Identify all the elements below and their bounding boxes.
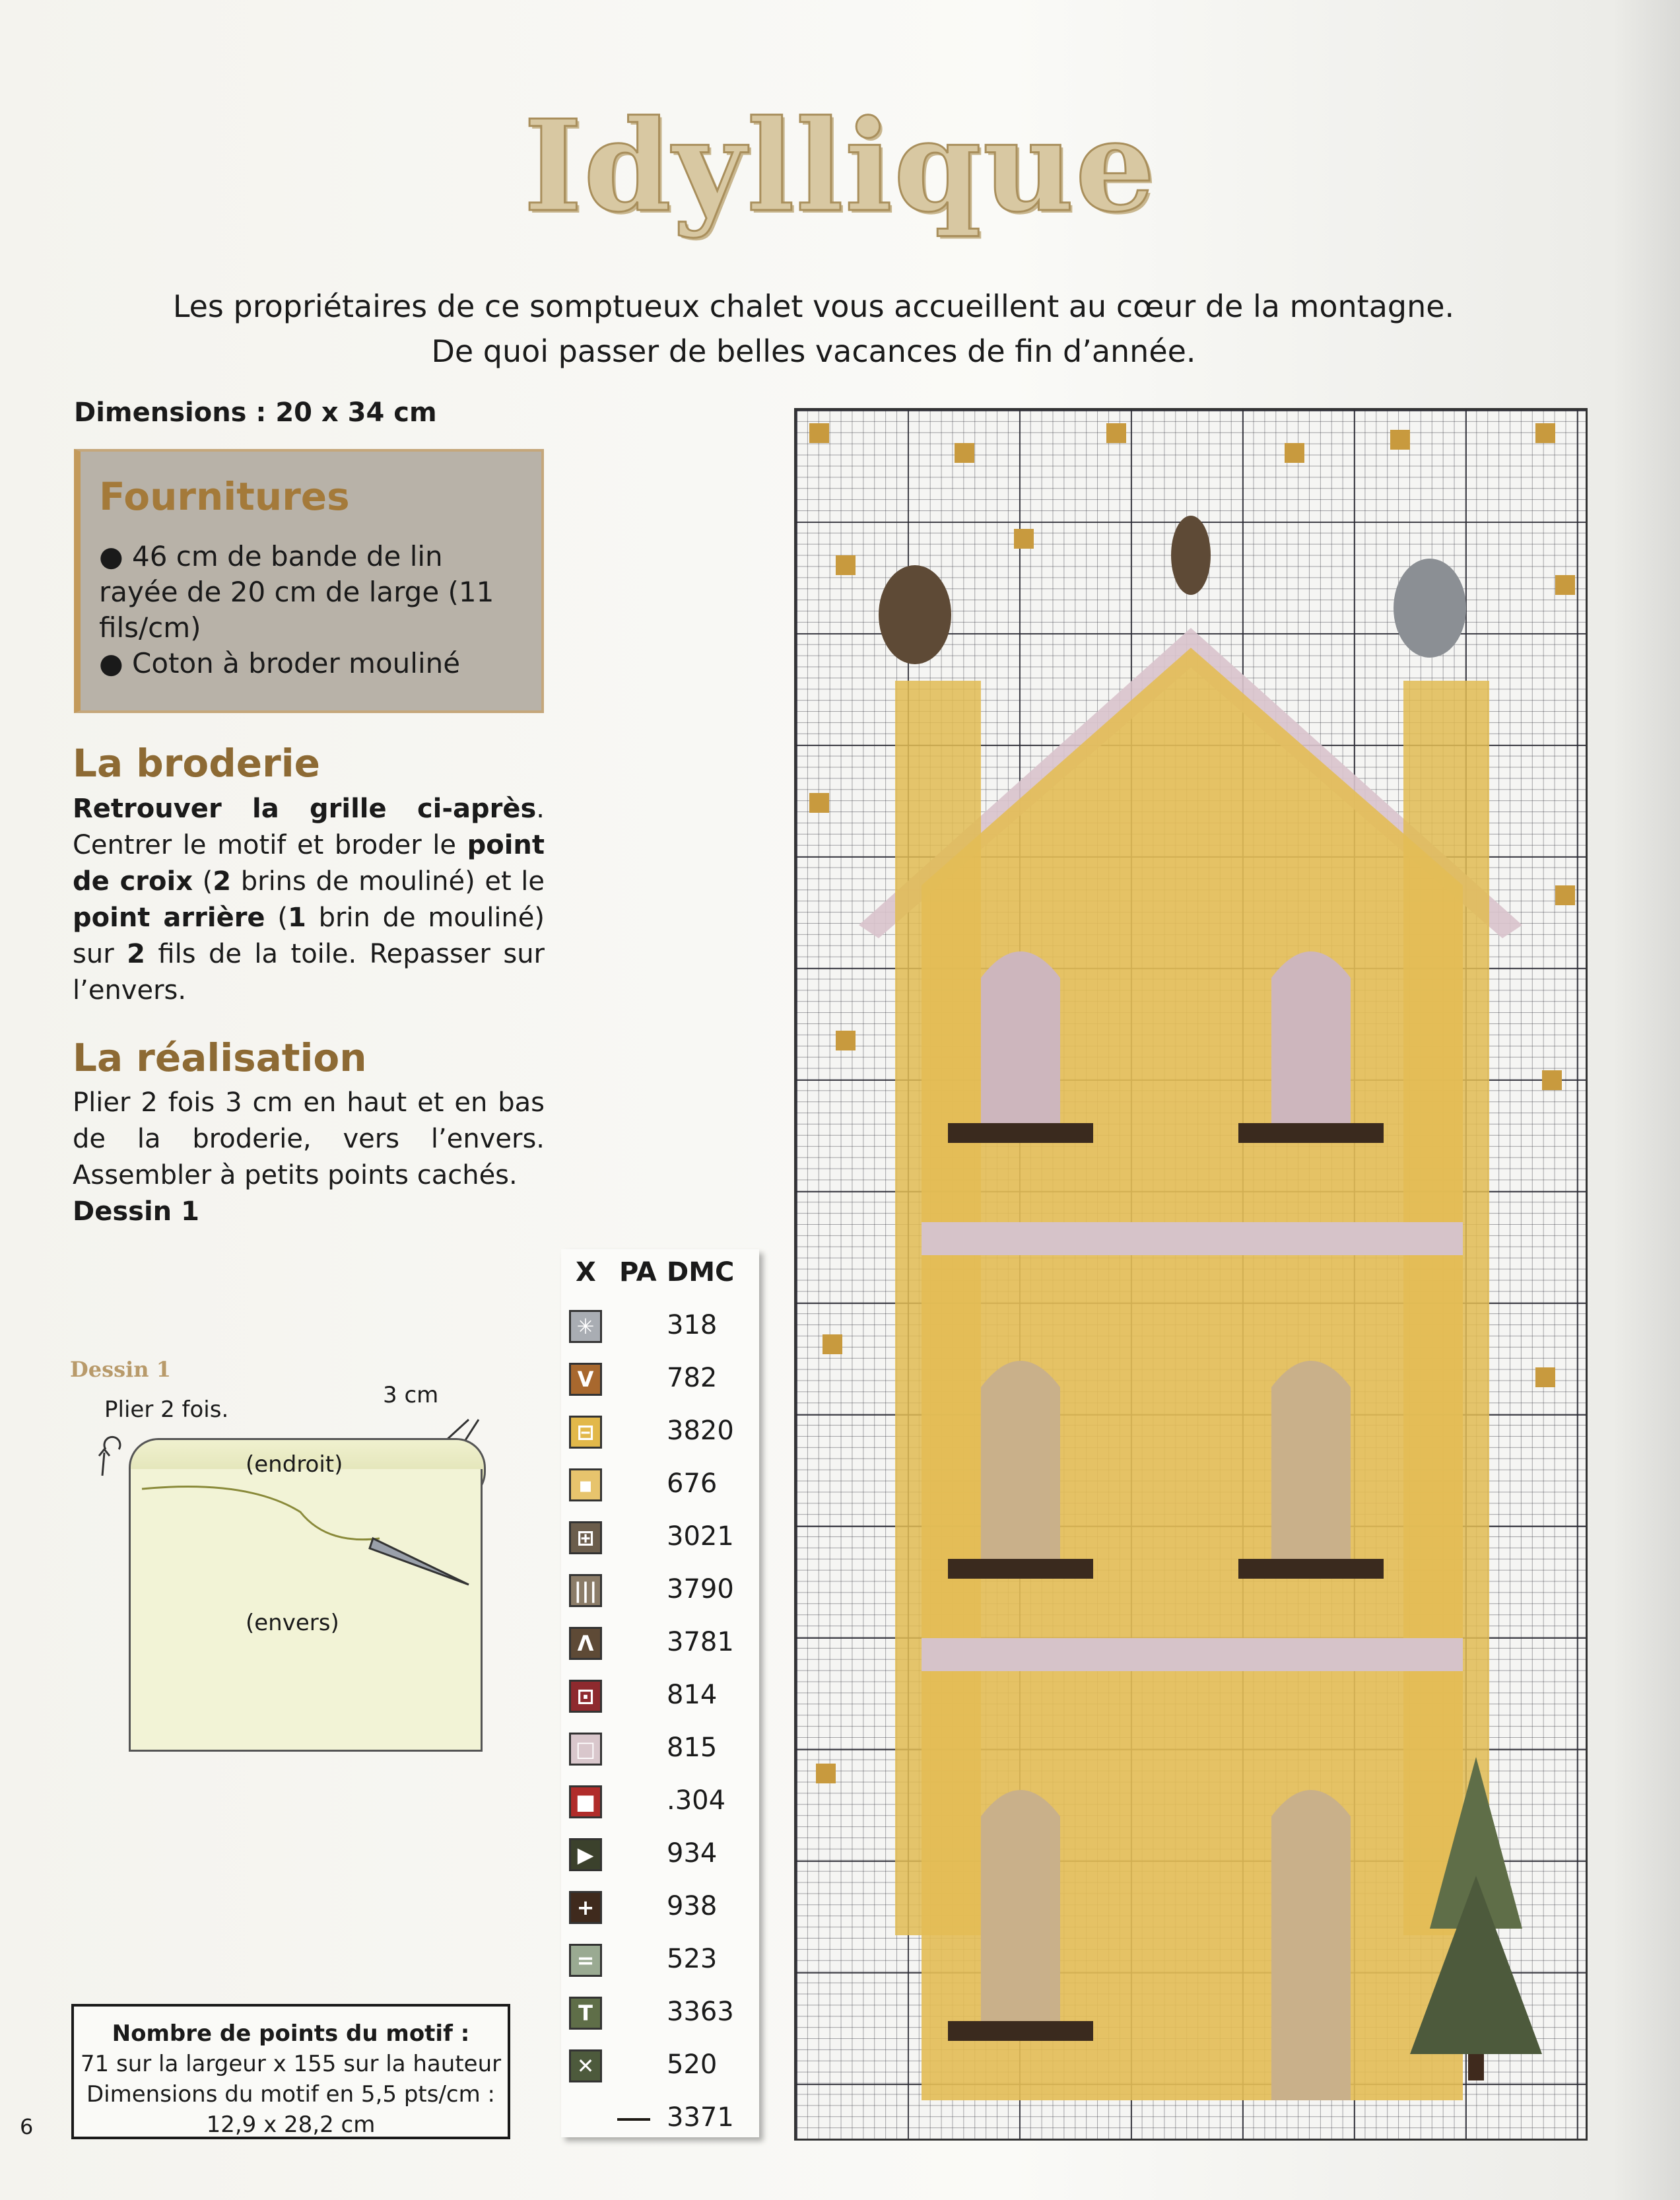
legend-row <box>561 1512 759 1565</box>
legend-symbol-icon: ||| <box>569 1574 602 1607</box>
broderie-t8: ( <box>265 903 288 933</box>
legend-symbol-icon: ✳ <box>569 1310 602 1343</box>
legend-row <box>561 2093 759 2146</box>
fournitures-item-2: ● Coton à broder mouliné <box>99 647 461 679</box>
broderie-t5: 2 <box>213 866 232 897</box>
realisation-title: La réalisation <box>73 1035 367 1080</box>
legend-symbol-icon: V <box>569 1363 602 1396</box>
broderie-t3: point de croix <box>73 830 545 897</box>
dessin-measure-label: 3 cm <box>383 1382 439 1408</box>
legend-symbol-icon: + <box>569 1891 602 1924</box>
legend-row <box>561 1882 759 1935</box>
legend-dmc-code: 3820 <box>667 1416 734 1446</box>
legend-row <box>561 1935 759 1987</box>
legend-dmc-code: 3790 <box>667 1574 734 1604</box>
legend-symbol-icon: ⊟ <box>569 1416 602 1449</box>
legend-dmc-code: 3371 <box>667 2102 734 2133</box>
legend-col-x: X <box>576 1257 596 1288</box>
legend-dmc-code: 815 <box>667 1733 718 1763</box>
color-legend <box>561 1249 759 2137</box>
legend-dmc-code: 782 <box>667 1363 718 1393</box>
dessin-front-label: (endroit) <box>246 1451 343 1478</box>
legend-row <box>561 1618 759 1670</box>
fournitures-title: Fournitures <box>99 474 350 519</box>
counts-line-2: Dimensions du motif en 5,5 pts/cm : <box>86 2081 495 2108</box>
intro-line-1: Les propriétaires de ce somptueux chalet vous accueillent au cœur de la montagne. <box>172 289 1455 324</box>
dimensions: Dimensions : 20 x 34 cm <box>74 397 437 428</box>
fournitures-item-1: ● 46 cm de bande de lin rayée de 20 cm de large (11 fils/cm) <box>99 540 494 644</box>
legend-symbol-icon: T <box>569 1997 602 2030</box>
legend-symbol-icon: ⊡ <box>569 1680 602 1713</box>
legend-dmc-code: 676 <box>667 1468 718 1499</box>
legend-row <box>561 1670 759 1723</box>
legend-row <box>561 1301 759 1354</box>
legend-symbol-icon: ✕ <box>569 2049 602 2082</box>
legend-dmc-code: 934 <box>667 1838 718 1869</box>
legend-symbol-icon <box>617 2118 650 2121</box>
dessin-fold-label: Plier 2 fois. <box>104 1396 229 1423</box>
legend-row <box>561 1987 759 2040</box>
legend-dmc-code: 3021 <box>667 1521 734 1552</box>
broderie-t10: brin de mouliné) sur <box>73 903 545 969</box>
legend-dmc-code: 3781 <box>667 1627 734 1657</box>
legend-dmc-code: 938 <box>667 1891 718 1921</box>
dessin-label: Dessin 1 <box>70 1357 171 1382</box>
legend-symbol-icon: ▪ <box>569 1468 602 1501</box>
legend-row <box>561 2040 759 2093</box>
broderie-t1: Retrouver la grille ci-après <box>73 794 537 824</box>
legend-col-pa: PA <box>619 1257 657 1288</box>
legend-row <box>561 1723 759 1776</box>
legend-col-dmc: DMC <box>667 1257 735 1288</box>
page-title: Idyllique <box>523 92 1157 240</box>
page-number: 6 <box>20 2114 34 2139</box>
legend-row <box>561 1354 759 1406</box>
legend-dmc-code: 318 <box>667 1310 718 1340</box>
stitch-count-box <box>71 2004 510 2139</box>
broderie-t9: 1 <box>287 903 306 933</box>
needle-icon <box>129 1472 485 1591</box>
dessin-back-label: (envers) <box>246 1610 339 1636</box>
legend-row <box>561 1459 759 1512</box>
realisation-text <box>73 1085 545 1230</box>
broderie-t4: ( <box>193 866 213 897</box>
legend-symbol-icon: ▶ <box>569 1838 602 1871</box>
legend-symbol-icon: = <box>569 1944 602 1977</box>
counts-heading: Nombre de points du motif : <box>112 2020 470 2047</box>
broderie-t7: point arrière <box>73 903 265 933</box>
broderie-title: La broderie <box>73 741 320 786</box>
fournitures-box <box>74 449 544 713</box>
counts-line-1: 71 sur la largeur x 155 sur la hauteur <box>80 2051 502 2077</box>
chart-motif <box>796 410 1586 2139</box>
broderie-t11: 2 <box>127 939 145 969</box>
legend-row <box>561 1829 759 1882</box>
legend-dmc-code: .304 <box>667 1785 726 1816</box>
broderie-text <box>73 791 545 1009</box>
realisation-ref: Dessin 1 <box>73 1196 199 1227</box>
legend-dmc-code: 814 <box>667 1680 718 1710</box>
broderie-t12: fils de la toile. Repasser sur l’envers. <box>73 939 545 1006</box>
intro-line-2: De quoi passer de belles vacances de fin d’année. <box>431 333 1196 369</box>
legend-dmc-code: 520 <box>667 2049 718 2080</box>
squirrels <box>879 516 1466 664</box>
counts-line-3: 12,9 x 28,2 cm <box>206 2112 376 2138</box>
cross-stitch-chart <box>794 408 1588 2141</box>
legend-symbol-icon: □ <box>569 1733 602 1766</box>
legend-row <box>561 1406 759 1459</box>
legend-symbol-icon: ■ <box>569 1785 602 1818</box>
legend-dmc-code: 3363 <box>667 1997 734 2027</box>
legend-dmc-code: 523 <box>667 1944 718 1974</box>
legend-row <box>561 1776 759 1829</box>
broderie-t6: brins de mouliné) et le <box>231 866 545 897</box>
legend-symbol-icon: Λ <box>569 1627 602 1660</box>
broderie-t2: . Centrer le motif et broder le <box>73 794 545 860</box>
realisation-body: Plier 2 fois 3 cm en haut et en bas de la broderie, vers l’envers. Assembler à petits points cachés. <box>73 1087 545 1190</box>
intro-text <box>0 284 1627 374</box>
legend-row <box>561 1565 759 1618</box>
legend-symbol-icon: ⊞ <box>569 1521 602 1554</box>
